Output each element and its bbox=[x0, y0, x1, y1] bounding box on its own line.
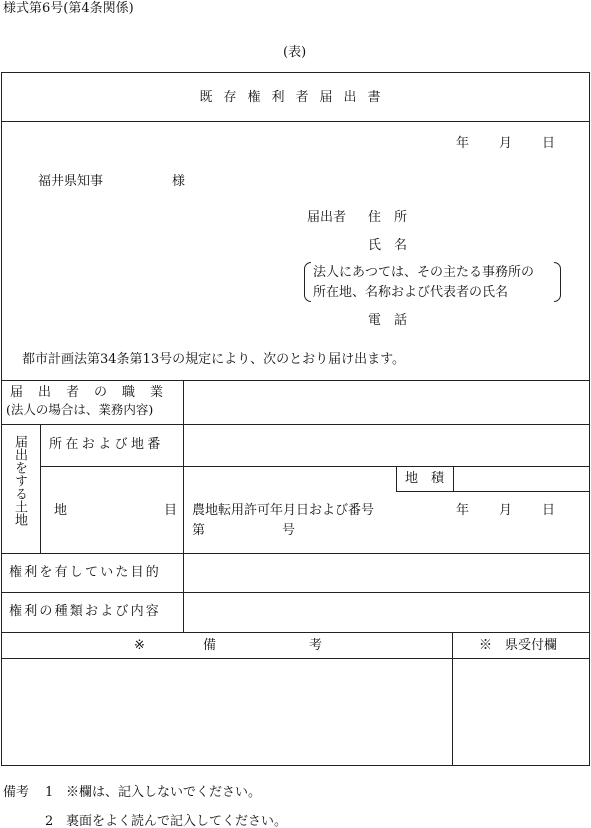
purpose-label: 権利を有していた目的 bbox=[9, 565, 162, 580]
permit-label: 農地転用許可年月日および番号 bbox=[192, 503, 375, 518]
note-1-number: 1 bbox=[45, 785, 54, 800]
addressee-honorific: 様 bbox=[172, 174, 186, 189]
form-side-label: (表) bbox=[283, 45, 307, 60]
rights-label: 権利の種類および内容 bbox=[9, 604, 162, 619]
addressee-name: 福井県知事 bbox=[38, 174, 104, 189]
area-label: 地 積 bbox=[405, 471, 445, 486]
reception-field bbox=[453, 659, 589, 765]
corp-note-line2: 所在地、名称および代表者の氏名 bbox=[313, 285, 509, 300]
note-1-text: ※欄は、記入しないでください。 bbox=[66, 785, 262, 800]
permit-day-label: 日 bbox=[542, 503, 556, 518]
reception-label: ※ 県受付欄 bbox=[479, 638, 558, 653]
form-table bbox=[1, 72, 590, 766]
note-2-number: 2 bbox=[45, 814, 54, 828]
permit-dai-label: 第 bbox=[192, 523, 206, 538]
permit-month-label: 月 bbox=[499, 503, 513, 518]
permit-go-label: 号 bbox=[282, 523, 296, 538]
rights-field[interactable] bbox=[184, 593, 589, 632]
permit-year-label: 年 bbox=[456, 503, 470, 518]
remarks-field bbox=[2, 659, 452, 765]
left-bracket-icon bbox=[304, 262, 311, 302]
date-month-label: 月 bbox=[499, 136, 513, 151]
date-day-label: 日 bbox=[542, 136, 556, 151]
form-title: 既存権利者届出書 bbox=[199, 90, 392, 105]
purpose-field[interactable] bbox=[184, 554, 589, 592]
occupation-label bbox=[10, 386, 178, 399]
chimoku-label-left: 地 bbox=[54, 503, 68, 518]
applicant-phone-label: 電 話 bbox=[368, 313, 408, 328]
area-field[interactable] bbox=[454, 467, 589, 491]
location-field[interactable] bbox=[184, 425, 589, 466]
occupation-sublabel: (法人の場合は、業務内容) bbox=[6, 402, 154, 417]
rule bbox=[40, 424, 41, 553]
applicant-address-label: 住 所 bbox=[368, 210, 408, 225]
right-bracket-icon bbox=[554, 262, 561, 302]
form-number: 様式第6号(第4条関係) bbox=[3, 1, 134, 16]
rule bbox=[396, 491, 589, 492]
statement-text: 都市計画法第34条第13号の規定により、次のとおり届け出ます。 bbox=[22, 352, 406, 367]
rule bbox=[2, 121, 589, 122]
chimoku-label-right: 目 bbox=[164, 503, 178, 518]
occupation-field[interactable] bbox=[184, 381, 589, 424]
location-label: 所在および地番 bbox=[49, 437, 164, 452]
applicant-label: 届出者 bbox=[307, 210, 347, 225]
corp-note-line1: 法人にあつては、その主たる事務所の bbox=[313, 265, 535, 280]
date-year-label: 年 bbox=[456, 136, 470, 151]
occupation-label-text: 届出者の職業 bbox=[10, 385, 179, 400]
rule bbox=[2, 632, 589, 633]
remarks-label-2: 考 bbox=[309, 638, 323, 653]
remarks-mark: ※ bbox=[134, 638, 145, 653]
land-group-label: 届出をする土地 bbox=[12, 435, 27, 526]
applicant-name-label: 氏 名 bbox=[368, 238, 408, 253]
note-2-text: 裏面をよく読んで記入してください。 bbox=[66, 814, 288, 828]
remarks-label-1: 備 bbox=[203, 638, 217, 653]
notes-label: 備考 bbox=[3, 785, 30, 800]
rule bbox=[396, 466, 397, 491]
